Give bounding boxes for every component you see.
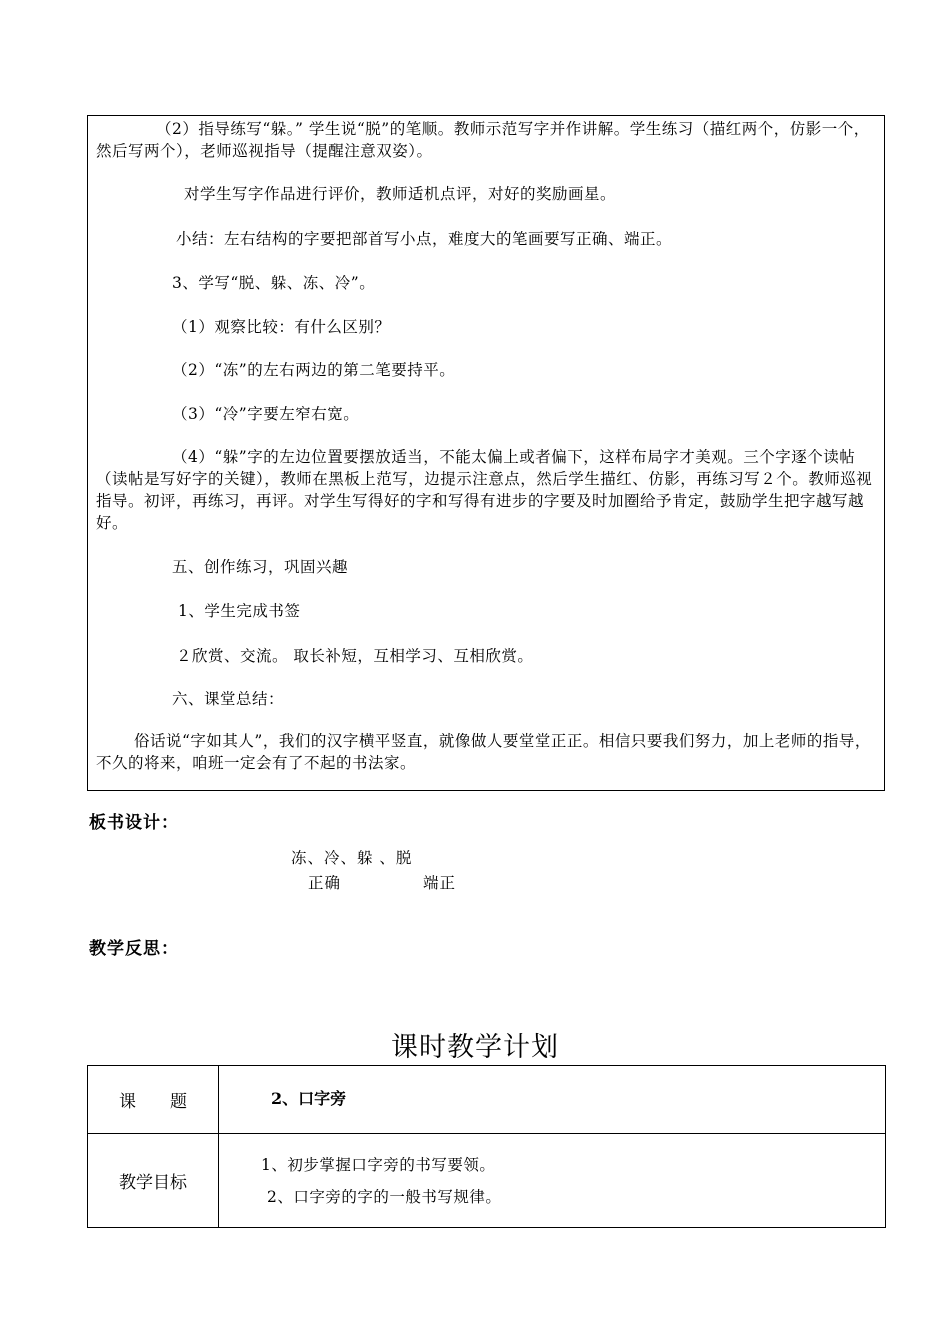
lesson-body-box (87, 115, 885, 791)
paragraph-appreciate: ２欣赏、交流。 取长补短，互相学习、互相欣赏。 (176, 647, 534, 665)
paragraph-compare: （1）观察比较：有什么区别？ (172, 318, 391, 336)
table-row (88, 1134, 886, 1228)
reflection-heading: 教学反思： (89, 939, 179, 959)
goal-item: 1、初步掌握口字旁的书写要领。 (261, 1155, 496, 1174)
paragraph-leng: （3）“冷”字要左窄右宽。 (172, 405, 360, 423)
board-word-correct: 正确 (308, 874, 342, 892)
board-word-upright: 端正 (423, 874, 457, 892)
section-five-heading: 五、创作练习，巩固兴趣 (172, 558, 349, 576)
paragraph-guided-writing: （2）指导练写“躲。” 学生说“脱”的笔顺。教师示范写字并作讲解。学生练习（描红两个，仿影一个，然后写两个），老师巡视指导（提醒注意双姿）。 (96, 120, 870, 160)
board-design-heading: 板书设计： (89, 813, 179, 833)
paragraph-bookmark: 1、学生完成书签 (178, 602, 301, 620)
topic-label: 课 题 (88, 1066, 219, 1134)
paragraph-duo: （4）“躲”字的左边位置要摆放适当，不能太偏上或者偏下，这样布局字才美观。三个字逐个读帖（读帖是写好字的关键），教师在黑板上范写，边提示注意点，然后学生描红、仿影，再练习写２个。教师巡视指导。初评，再练习，再评。对学生写得好的字和写得有进步的字要及时加圈给予肯定，鼓励学生把字越写越好。 (96, 448, 873, 532)
goal-item: 2、口字旁的字的一般书写规律。 (267, 1187, 502, 1206)
board-line-characters: 冻、冷、躲 、脱 (291, 849, 413, 867)
paragraph-dong: （2）“冻”的左右两边的第二笔要持平。 (172, 361, 456, 379)
table-row (88, 1066, 886, 1134)
page-title: 课时教学计划 (391, 1032, 559, 1063)
paragraph-conclusion: 俗话说“字如其人”，我们的汉字横平竖直，就像做人要堂堂正正。相信只要我们努力，加上老师的指导，不久的将来，咱班一定会有了不起的书法家。 (96, 732, 871, 772)
lesson-plan-table (87, 1065, 886, 1228)
section-six-heading: 六、课堂总结： (172, 690, 285, 708)
paragraph-evaluation: 对学生写字作品进行评价，教师适机点评，对好的奖励画星。 (184, 185, 617, 203)
topic-value: 2、口字旁 (219, 1066, 886, 1134)
paragraph-summary: 小结：左右结构的字要把部首写小点，难度大的笔画要写正确、端正。 (176, 230, 673, 248)
goal-label: 教学目标 (88, 1134, 219, 1228)
goal-cell (219, 1134, 886, 1228)
paragraph-step-3: 3、学写“脱、躲、冻、冷”。 (172, 274, 376, 292)
